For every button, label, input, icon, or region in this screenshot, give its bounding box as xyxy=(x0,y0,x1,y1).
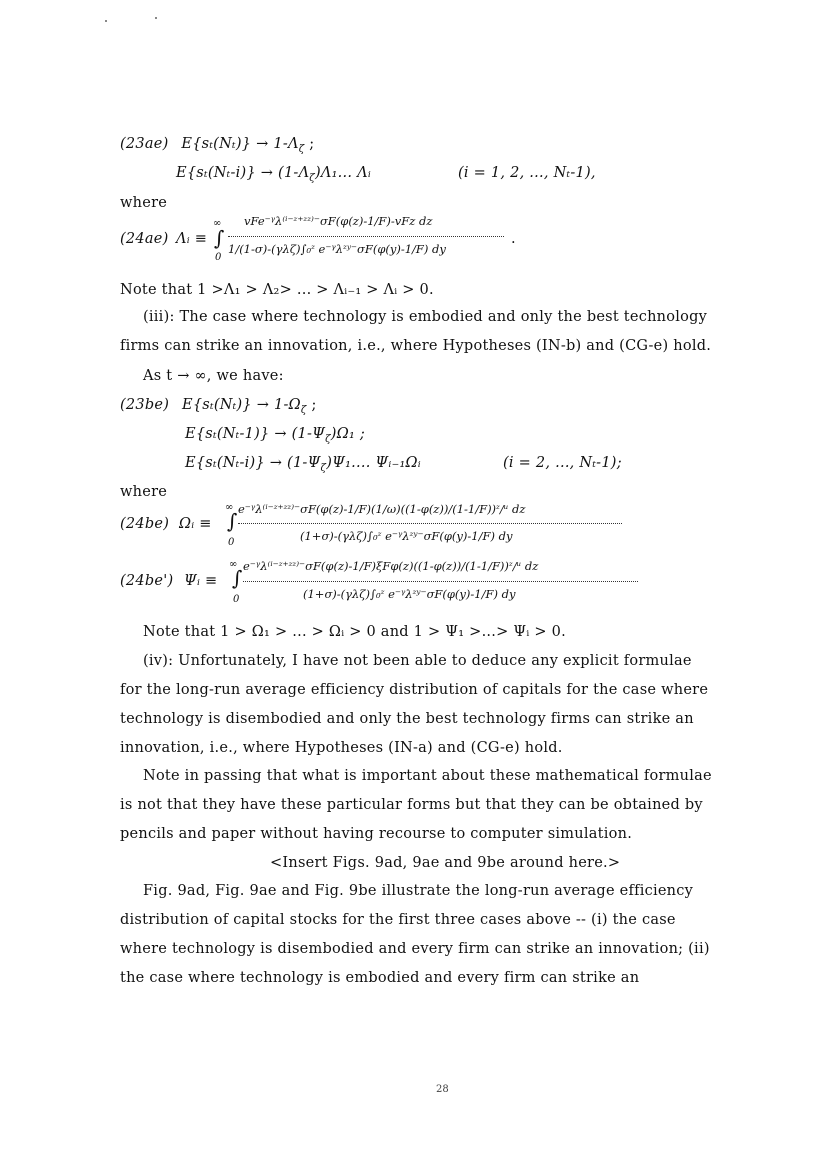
equation-23be-line1 xyxy=(120,397,317,416)
paragraph-line: technology is disembodied and only the best technology firms can strike an xyxy=(120,711,694,727)
equation-tag: (24be) xyxy=(120,516,170,532)
equation-subscript: ζ xyxy=(325,433,331,445)
equation-text: E{sₜ(Nₜ-i)} → (1-Λ xyxy=(176,165,310,181)
equation-punct: ; xyxy=(311,397,317,413)
paragraph-line: for the long-run average efficiency distribution of capitals for the case where xyxy=(120,682,709,698)
equation-lhs: Ψᵢ ≡ xyxy=(184,573,218,589)
equation-text: )Ω₁ ; xyxy=(330,426,366,442)
integral-lower-limit: 0 xyxy=(215,252,222,263)
paragraph-line: the case where technology is embodied and every firm can strike an xyxy=(120,970,640,986)
paragraph-line: where technology is disembodied and every firm can strike an innovation; (ii) xyxy=(120,941,710,957)
paragraph-line: innovation, i.e., where Hypotheses (IN-a) and (CG-e) hold. xyxy=(120,740,563,756)
integral-sign: ∫ xyxy=(214,226,225,250)
equation-23ae-line1 xyxy=(120,136,314,155)
fraction-bar xyxy=(243,581,638,582)
paragraph-line: Fig. 9ad, Fig. 9ae and Fig. 9be illustrate the long-run average efficiency xyxy=(143,883,694,899)
equation-text: )Ψ₁.... Ψᵢ₋₁Ωᵢ xyxy=(326,455,421,471)
where-label: where xyxy=(120,195,168,211)
integral-upper-limit: ∞ xyxy=(229,559,238,570)
integral-upper-limit: ∞ xyxy=(225,502,234,513)
equation-tag: (23be) xyxy=(120,397,170,413)
integral-sign: ∫ xyxy=(227,509,238,533)
equation-range: (i = 2, ..., Nₜ-1); xyxy=(503,455,622,471)
fraction-denominator: 1/(1-σ)-(γλζ)∫₀ᶻ e⁻ᵞλᶻʸ⁻σF(φ(y)-1/F) dy xyxy=(228,242,446,256)
fraction-numerator: vFe⁻ᵞλ⁽ⁱ⁻ᶻ⁺ᶻᶻ⁾⁻σF(φ(z)-1/F)-vFz dz xyxy=(244,214,433,228)
scan-speck xyxy=(105,20,107,22)
fraction-denominator: (1+σ)-(γλζ)∫₀ᶻ e⁻ᵞλᶻʸ⁻σF(φ(y)-1/F) dy xyxy=(300,529,513,543)
paragraph-line: (iv): Unfortunately, I have not been able to deduce any explicit formulae xyxy=(143,653,692,669)
equation-lhs: Λᵢ ≡ xyxy=(176,231,208,247)
equation-23be-line3 xyxy=(185,455,421,474)
equation-tag: (24be') xyxy=(120,573,174,589)
paragraph-line: distribution of capital stocks for the first three cases above -- (i) the case xyxy=(120,912,676,928)
equation-23ae-line2 xyxy=(176,165,371,184)
equation-text: E{sₜ(Nₜ-i)} → (1-Ψ xyxy=(185,455,321,471)
equation-text: E{sₜ(Nₜ-1)} → (1-Ψ xyxy=(185,426,326,442)
integral-upper-limit: ∞ xyxy=(213,218,222,229)
equation-text: E{sₜ(Nₜ)} → 1-Λ xyxy=(181,136,299,152)
paragraph-line: firms can strike an innovation, i.e., where Hypotheses (IN-b) and (CG-e) hold. xyxy=(120,338,712,354)
integral-lower-limit: 0 xyxy=(228,537,235,548)
equation-subscript: ζ xyxy=(300,404,307,416)
note-text: Note that 1 >Λ₁ > Λ₂> ... > Λᵢ₋₁ > Λᵢ > 0. xyxy=(120,282,434,298)
equation-text: E{sₜ(Nₜ)} → 1-Ω xyxy=(182,397,301,413)
equation-text: )Λ₁... Λᵢ xyxy=(314,165,371,181)
paragraph-line: (iii): The case where technology is embodied and only the best technology xyxy=(143,309,708,325)
paragraph-line: As t → ∞, we have: xyxy=(143,368,284,384)
fraction-bar xyxy=(238,523,622,524)
equation-range: (i = 1, 2, ..., Nₜ-1), xyxy=(458,165,596,181)
equation-subscript: ζ xyxy=(309,172,315,184)
integral-lower-limit: 0 xyxy=(233,594,240,605)
integral-sign: ∫ xyxy=(232,566,243,590)
figure-insert-note: <Insert Figs. 9ad, 9ae and 9be around here.> xyxy=(270,855,621,871)
equation-subscript: ζ xyxy=(320,462,327,474)
equation-tag: (24ae) xyxy=(120,231,169,247)
paragraph-line: Note in passing that what is important about these mathematical formulae xyxy=(143,768,712,784)
where-label: where xyxy=(120,484,168,500)
note-text: Note that 1 > Ω₁ > ... > Ωᵢ > 0 and 1 > Ψ₁ >...> Ψᵢ > 0. xyxy=(143,624,566,640)
equation-punct: . xyxy=(511,231,516,247)
scan-speck xyxy=(155,17,157,19)
paragraph-line: is not that they have these particular forms but that they can be obtained by xyxy=(120,797,703,813)
fraction-numerator: e⁻ᵞλ⁽ⁱ⁻ᶻ⁺ᶻᶻ⁾⁻σF(φ(z)-1/F)(1/ω)((1-φ(z))/(1-1/F))ᶻ/ᵘ dz xyxy=(238,502,526,516)
equation-subscript: ζ xyxy=(298,143,305,155)
fraction-bar xyxy=(228,236,504,237)
fraction-denominator: (1+σ)-(γλζ)∫₀ᶻ e⁻ᵞλᶻʸ⁻σF(φ(y)-1/F) dy xyxy=(303,587,516,601)
equation-punct: ; xyxy=(309,136,315,152)
equation-tag: (23ae) xyxy=(120,136,169,152)
paragraph-line: pencils and paper without having recourse to computer simulation. xyxy=(120,826,633,842)
page-number: 28 xyxy=(436,1084,449,1095)
equation-lhs: Ωᵢ ≡ xyxy=(179,516,212,532)
equation-23be-line2 xyxy=(185,426,365,445)
fraction-numerator: e⁻ᵞλ⁽ⁱ⁻ᶻ⁺ᶻᶻ⁾⁻σF(φ(z)-1/F)ξFφ(z)((1-φ(z))/(1-1/F))ᶻ/ᵘ dz xyxy=(243,559,539,573)
